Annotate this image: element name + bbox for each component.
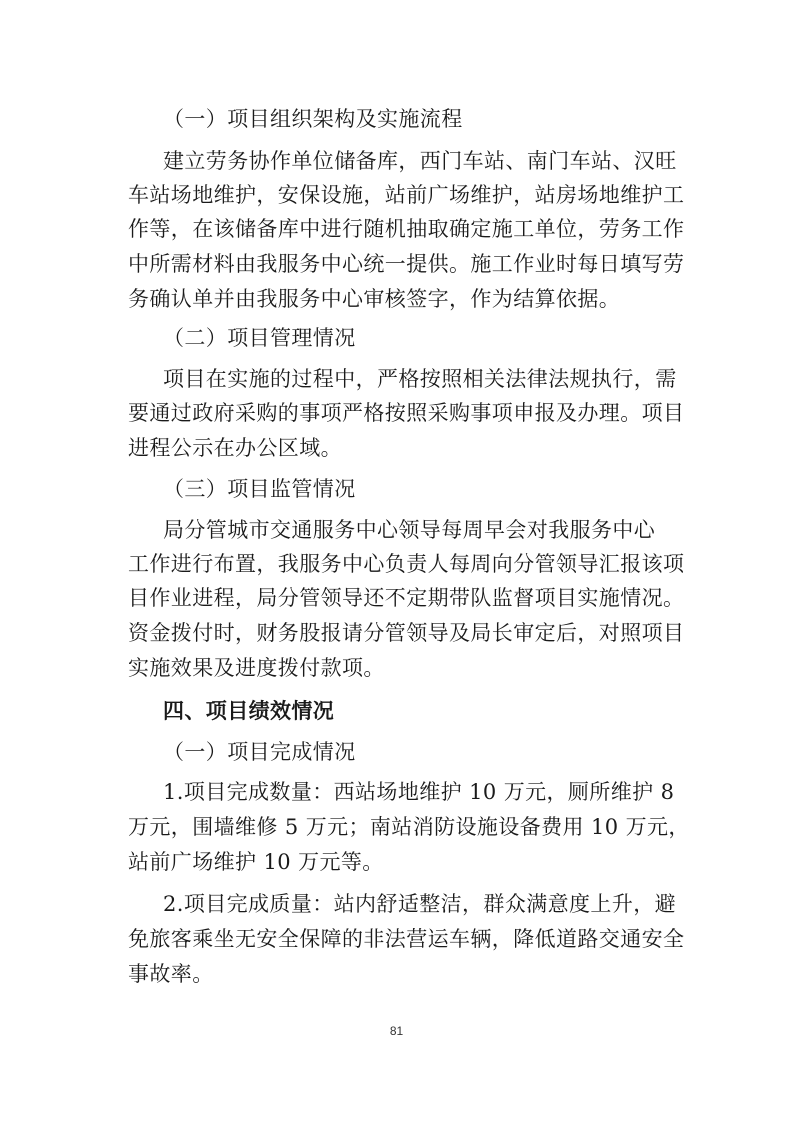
paragraph-line: 局分管城市交通服务中心领导每周早会对我服务中心 [163, 518, 656, 542]
page-number: 81 [389, 1024, 404, 1038]
paragraph-line: 资金拨付时，财务股报请分管领导及局长审定后，对照项目 [128, 621, 685, 645]
paragraph-line: 项目在实施的过程中，严格按照相关法律法规执行，需 [163, 367, 677, 391]
subheading-management: （二）项目管理情况 [163, 326, 356, 350]
paragraph-line: 车站场地维护，安保设施，站前广场维护，站房场地维护工 [128, 183, 685, 207]
paragraph-line: 免旅客乘坐无安全保障的非法营运车辆，降低道路交通安全 [128, 927, 685, 951]
paragraph-line: 实施效果及进度拨付款项。 [128, 656, 385, 680]
subheading-completion: （一）项目完成情况 [163, 740, 356, 764]
paragraph-line: 事故率。 [128, 962, 214, 986]
paragraph-line: 1.项目完成数量：西站场地维护 10 万元，厕所维护 8 [163, 780, 675, 804]
paragraph-line: 进程公示在办公区域。 [128, 436, 342, 460]
subheading-supervision: （三）项目监管情况 [163, 477, 356, 501]
paragraph-line: 建立劳务协作单位储备库，西门车站、南门车站、汉旺 [163, 149, 677, 173]
paragraph-line: 2.项目完成质量：站内舒适整洁，群众满意度上升，避 [163, 892, 677, 916]
paragraph-line: 目作业进程，局分管领导还不定期带队监督项目实施情况。 [128, 586, 685, 610]
section-heading-performance: 四、项目绩效情况 [163, 699, 335, 723]
paragraph-line: 务确认单并由我服务中心审核签字，作为结算依据。 [128, 287, 621, 311]
paragraph-line: 工作进行布置，我服务中心负责人每周向分管领导汇报该项 [128, 552, 685, 576]
paragraph-line: 站前广场维护 10 万元等。 [128, 850, 384, 874]
subheading-org-structure: （一）项目组织架构及实施流程 [163, 107, 463, 131]
paragraph-line: 要通过政府采购的事项严格按照采购事项申报及办理。项目 [128, 401, 685, 425]
paragraph-line: 万元，围墙维修 5 万元；南站消防设施设备费用 10 万元， [128, 815, 690, 839]
paragraph-line: 作等，在该储备库中进行随机抽取确定施工单位，劳务工作 [128, 217, 685, 241]
paragraph-line: 中所需材料由我服务中心统一提供。施工作业时每日填写劳 [128, 252, 685, 276]
